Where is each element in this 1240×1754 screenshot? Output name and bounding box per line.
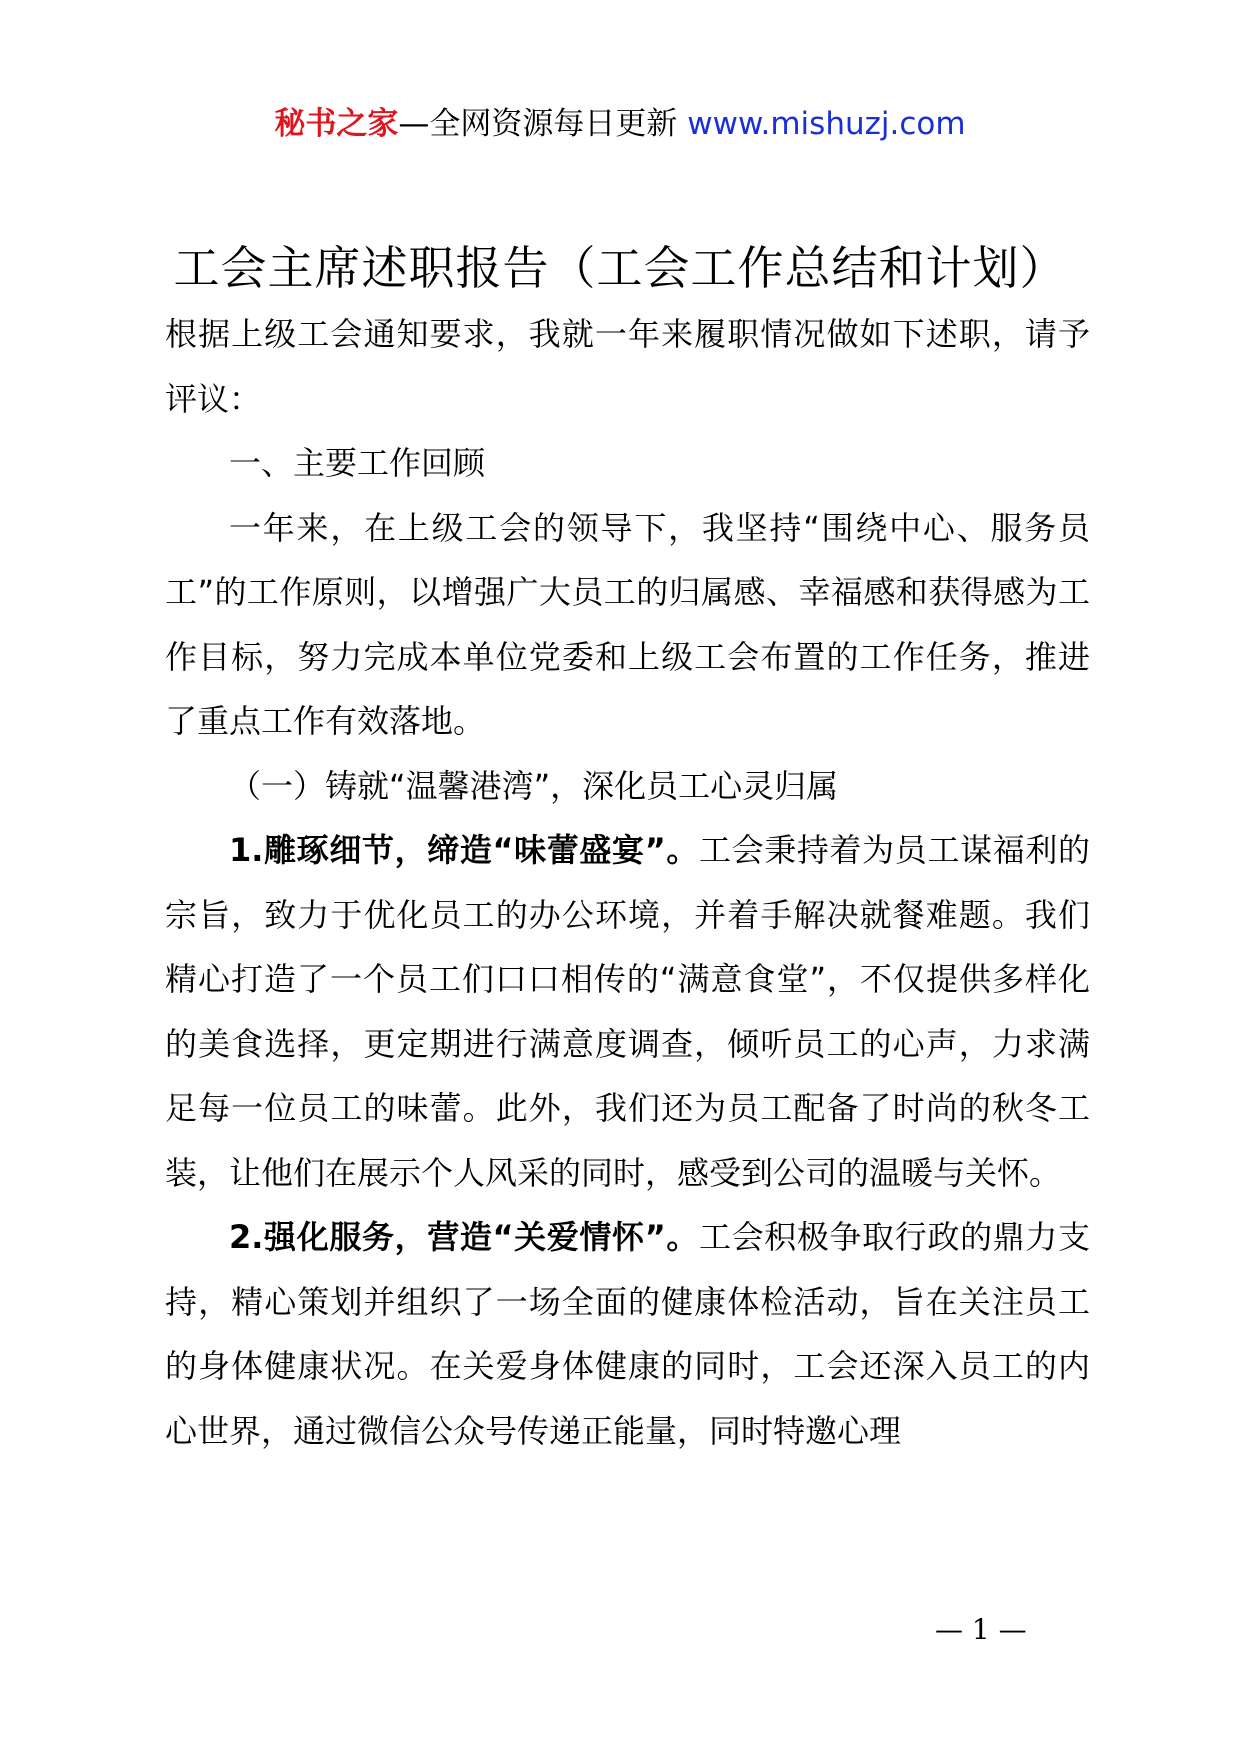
item-body-1: 工会秉持着为员工谋福利的宗旨，致力于优化员工的办公环境，并着手解决就餐难题。我们精心打造了一个员工们口口相传的“满意食堂”，不仅提供多样化的美食选择，更定期进行满意度调查，倾听员工的心声，力求满足每一位员工的味蕾。此外，我们还为员工配备了时尚的秋冬工装，让他们在展示个人风采的同时，感受到公司的温暖与关怀。 — [165, 831, 1090, 1192]
item-title-1: 1.雕琢细节，缔造“味蕾盛宴”。 — [229, 831, 699, 869]
item-paragraph-1 — [165, 818, 1090, 1205]
banner-url-link[interactable]: www.mishuzj.com — [687, 106, 966, 142]
site-banner — [0, 100, 1240, 148]
section-paragraph: 一年来，在上级工会的领导下，我坚持“围绕中心、服务员工”的工作原则，以增强广大员工的归属感、幸福感和获得感为工作目标，努力完成本单位党委和上级工会布置的工作任务，推进了重点工作有效落地。 — [165, 508, 1090, 740]
section-heading: 一、主要工作回顾 — [229, 444, 486, 482]
banner-brand: 秘书之家 — [274, 106, 399, 142]
banner-slogan: —全网资源每日更新 — [398, 106, 688, 142]
item-body-2: 工会积极争取行政的鼎力支持，精心策划并组织了一场全面的健康体检活动，旨在关注员工的身体健康状况。在关爱身体健康的同时，工会还深入员工的内心世界，通过微信公众号传递正能量，同时特邀心理 — [165, 1218, 1090, 1450]
intro-paragraph: 根据上级工会通知要求，我就一年来履职情况做如下述职，请予评议： — [165, 315, 1090, 418]
document-title: 工会主席述职报告（工会工作总结和计划） — [173, 241, 1067, 295]
subsection-heading: （一）铸就“温馨港湾”，深化员工心灵归属 — [229, 766, 839, 805]
item-title-2: 2.强化服务，营造“关爱情怀”。 — [229, 1218, 699, 1256]
page-number: — 1 — — [935, 1613, 1027, 1646]
item-paragraph-2 — [165, 1205, 1090, 1463]
document-body — [165, 302, 1090, 1463]
